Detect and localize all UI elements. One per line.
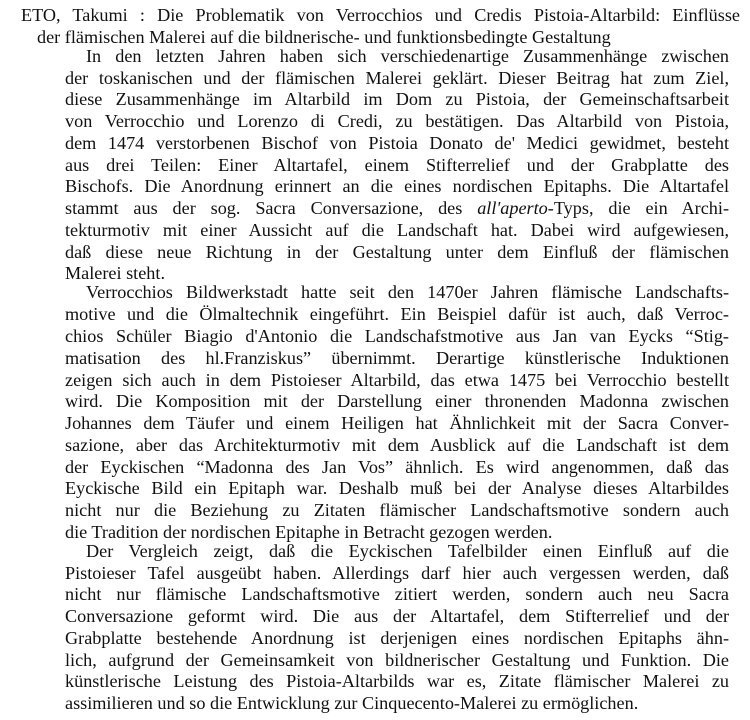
text-line: Conversazione geformt wird. Die aus der Altartafel, dem Stifterrelief und der	[65, 606, 729, 627]
text-line: matisation des hl.Franziskus” übernimmt. Derartige künstlerische Induktionen	[65, 347, 729, 368]
text-line: die Tradition der nordischen Epitaphe in Betracht gezogen werden.	[65, 521, 553, 542]
title-line: ETO, Takumi : Die Problematik von Verrocchios und Credis Pistoia-Altarbild: Einflüsse	[21, 5, 740, 25]
text-line: sazione, aber das Architekturmotiv mit dem Ausblick auf die Landschaft ist dem	[65, 434, 729, 455]
text-line: lich, aufgrund der Gemeinsamkeit von bildnerischer Gestaltung und Funktion. Die	[65, 649, 729, 670]
text-segment: stammt aus der sog. Sacra Conversazione, des	[65, 198, 478, 219]
text-line: Johannes dem Täufer und einem Heiligen hat Ähnlichkeit mit der Sacra Conver-	[65, 413, 729, 433]
text-line: künstlerische Leistung des Pistoia-Altarbilds war es, Zitate flämischer Malerei zu	[65, 671, 729, 692]
text-line: nicht nur flämische Landschaftsmotive zitiert werden, sondern auch neu Sacra	[65, 584, 729, 605]
text-line: tekturmotiv mit einer Aussicht auf die Landschaft hat. Dabei wird aufgewiesen,	[65, 219, 729, 240]
text-line	[65, 198, 729, 220]
text-line: nicht nur die Beziehung zu Zitaten flämischer Landschaftsmotive sondern auch	[65, 500, 729, 521]
text-line: zeigen sich auch in dem Pistoieser Altarbild, das etwa 1475 bei Verrocchio bestellt	[65, 369, 729, 390]
text-line: daß diese neue Richtung in der Gestaltung unter dem Einfluß der flämischen	[65, 241, 729, 262]
text-line: assimilieren und so die Entwicklung zur Cinquecento-Malerei zu ermöglichen.	[65, 693, 639, 714]
italic-term: all'aperto	[477, 198, 548, 219]
text-line: Verrocchios Bildwerkstadt hatte seit den 1470er Jahren flämische Landschafts-	[86, 282, 729, 303]
title-line: der flämischen Malerei auf die bildnerische- und funktionsbedingte Gestaltung	[37, 26, 611, 47]
text-line: wird. Die Komposition mit der Darstellung einer thronenden Madonna zwischen	[65, 391, 729, 412]
text-line: dem 1474 verstorbenen Bischof von Pistoia Donato de' Medici gewidmet, besteht	[65, 132, 729, 153]
text-line: Grabplatte bestehende Anordnung ist derjenigen eines nordischen Epitaphs ähn-	[65, 627, 729, 648]
text-line: von Verrocchio und Lorenzo di Credi, zu bestätigen. Das Altarbild von Pistoia,	[65, 111, 729, 131]
text-line: der Eyckischen “Madonna des Jan Vos” ähnlich. Es wird angenommen, daß das	[65, 456, 729, 477]
text-line: diese Zusammenhänge im Altarbild im Dom zu Pistoia, der Gemeinschaftsarbeit	[65, 89, 729, 110]
text-line: motive und die Ölmaltechnik eingeführt. Ein Beispiel dafür ist auch, daß Verroc-	[65, 304, 729, 325]
text-line: Der Vergleich zeigt, daß die Eyckischen Tafelbilder einen Einfluß auf die	[86, 540, 729, 561]
text-line: In den letzten Jahren haben sich verschiedenartige Zusammenhänge zwischen	[86, 45, 729, 66]
text-line: Eyckische Bild ein Epitaph war. Deshalb muß bei der Analyse dieses Altarbildes	[65, 478, 729, 499]
text-line: der toskanischen und der flämischen Malerei geklärt. Dieser Beitrag hat zum Ziel,	[65, 67, 729, 88]
text-line: Bischofs. Die Anordnung erinnert an die eines nordischen Epitaphs. Die Altartafel	[65, 176, 729, 197]
text-line: Pistoieser Tafel ausgeübt haben. Allerdings darf hier auch vergessen werden, daß	[65, 562, 729, 583]
text-segment: -Typs, die ein Archi-	[547, 198, 730, 219]
text-line: Malerei steht.	[65, 263, 165, 284]
text-line: aus drei Teilen: Einer Altartafel, einem Stifterrelief und der Grabplatte des	[65, 154, 729, 175]
text-line: chios Schüler Biagio d'Antonio die Landschafstmotive aus Jan van Eycks “Stig-	[65, 325, 729, 346]
